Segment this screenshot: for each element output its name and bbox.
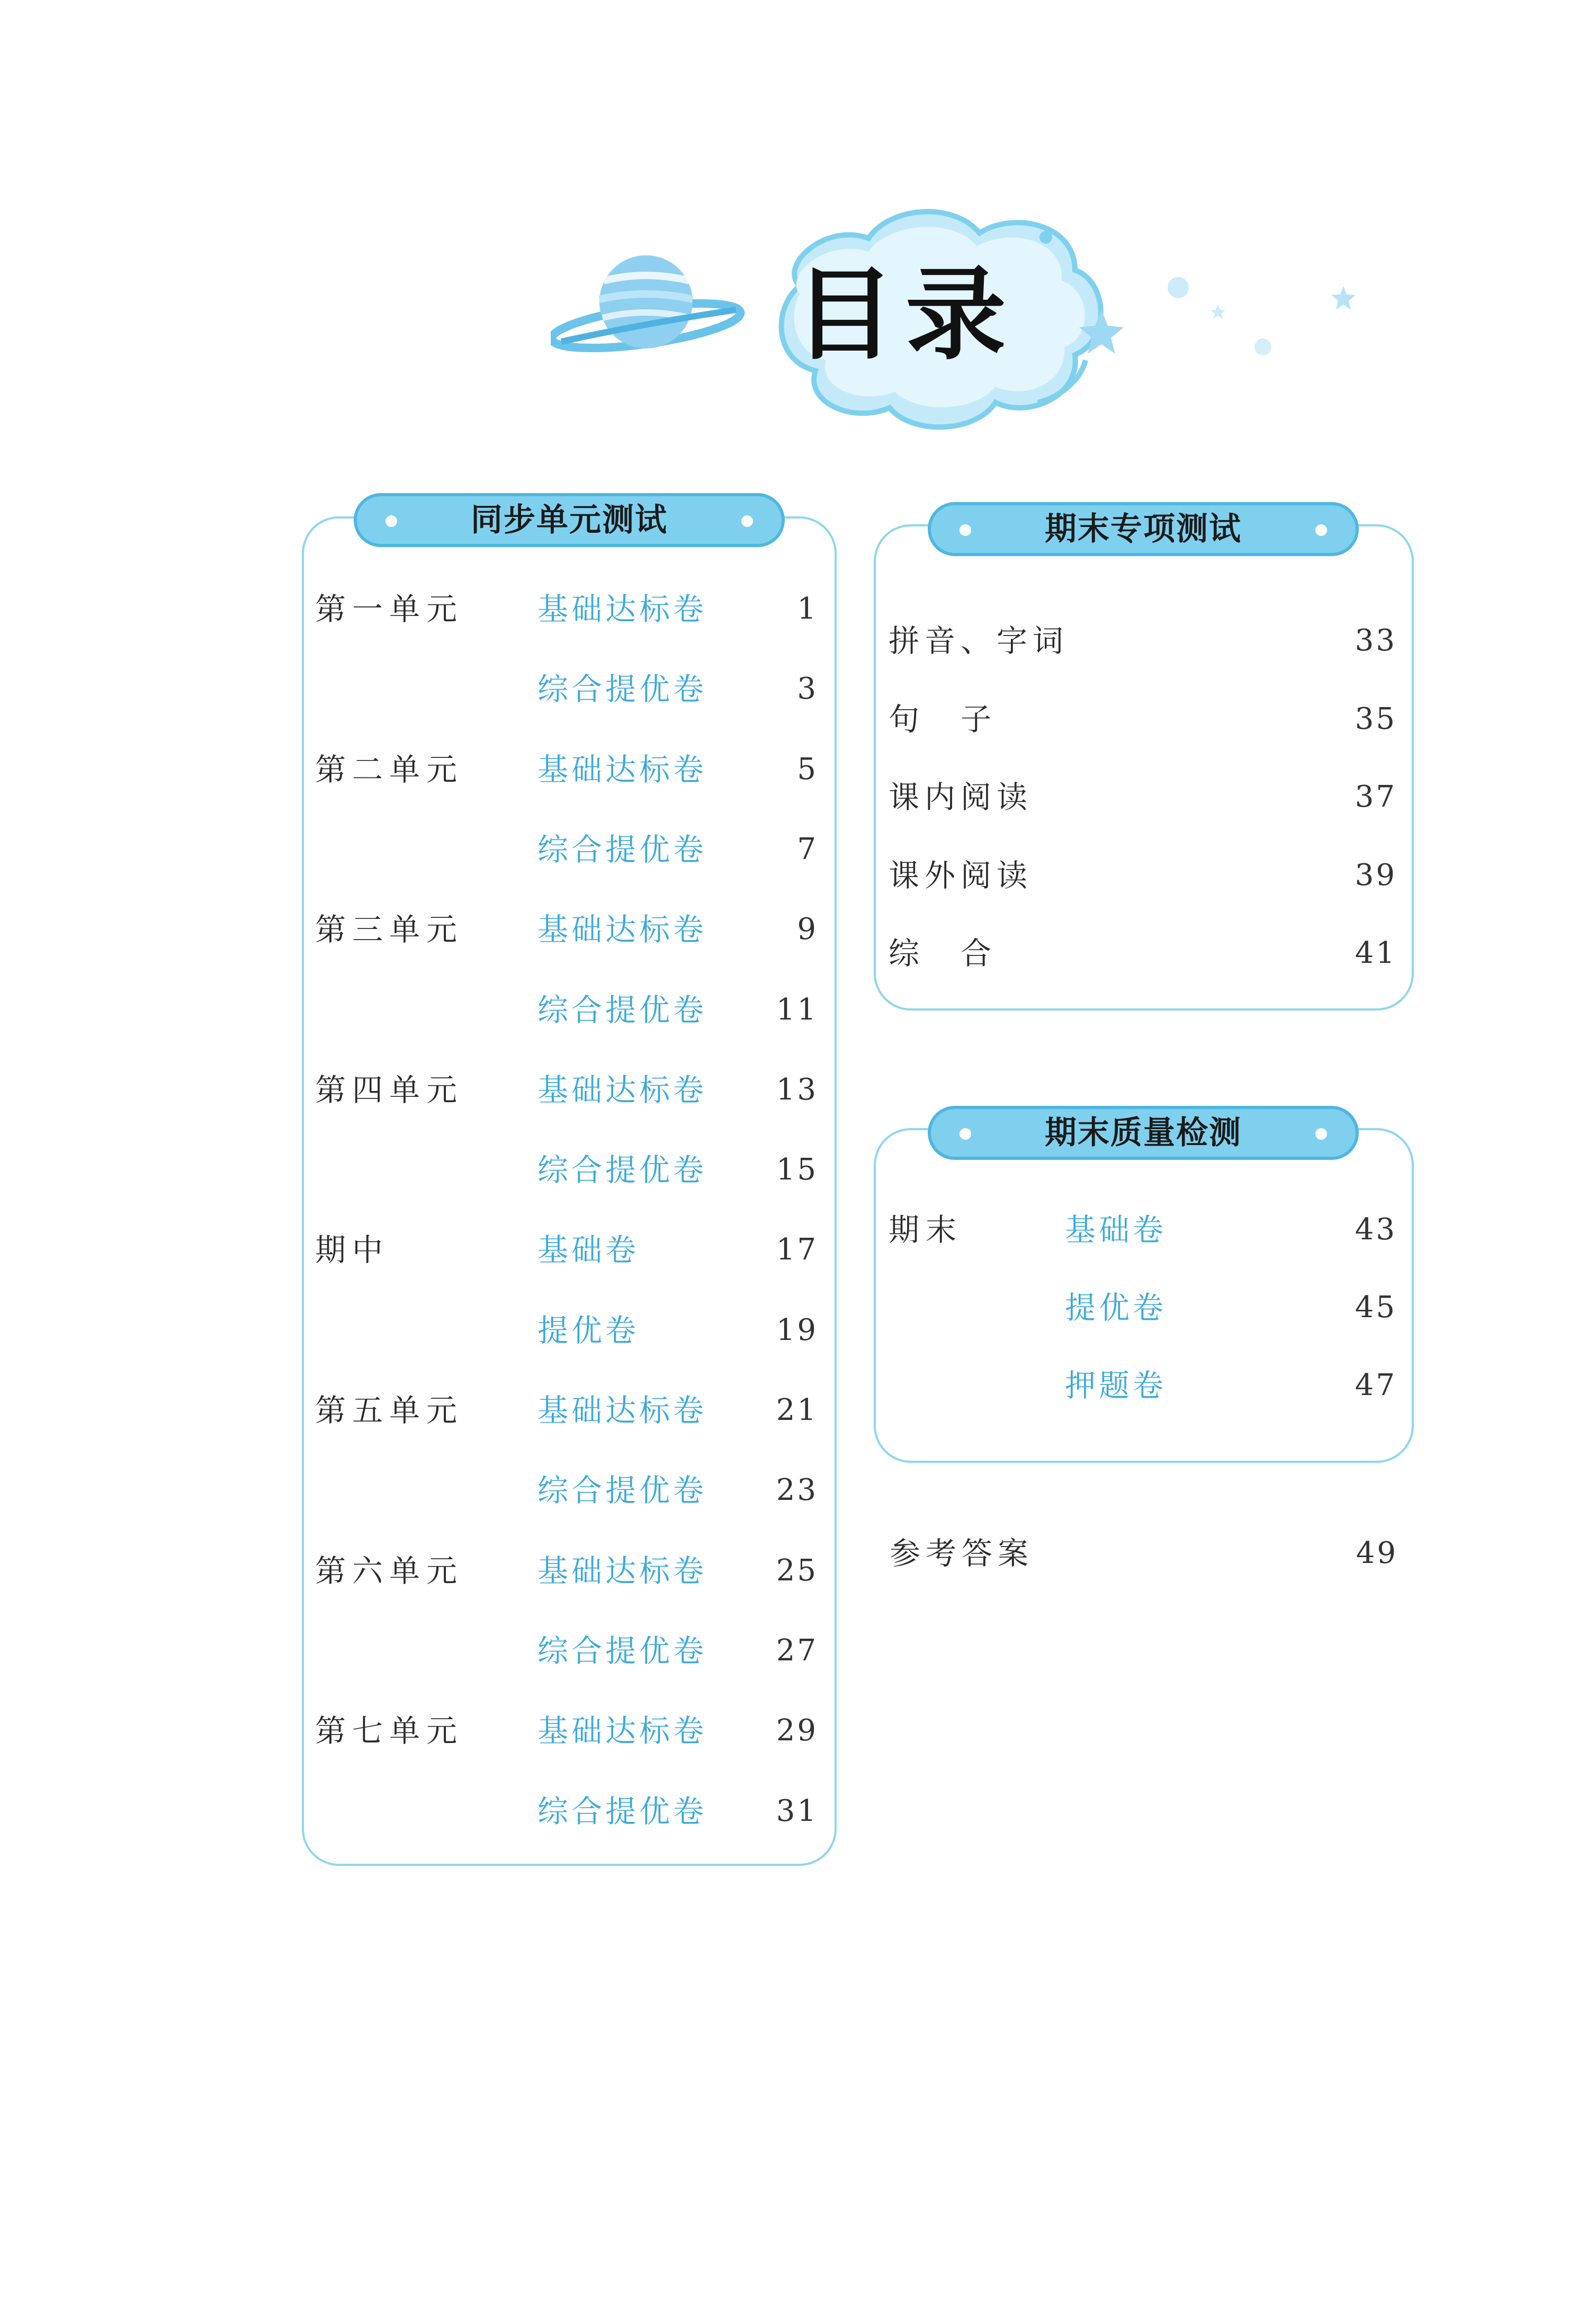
toc-row[interactable] — [315, 1464, 823, 1517]
page-number: 29 — [776, 1713, 818, 1748]
test-title-link[interactable]: 基础达标卷 — [537, 1071, 707, 1108]
toc-row[interactable] — [889, 849, 1402, 902]
pill-dot — [960, 1128, 971, 1140]
page-number: 13 — [776, 1072, 818, 1107]
toc-row[interactable] — [315, 903, 823, 956]
star-icon — [1079, 286, 1356, 354]
unit-label: 第六单元 — [315, 1552, 464, 1589]
sync-section-header — [354, 493, 785, 547]
unit-label: 第五单元 — [315, 1392, 464, 1428]
page-number: 11 — [776, 992, 818, 1027]
page-number: 41 — [1355, 936, 1397, 970]
unit-label: 第四单元 — [315, 1071, 464, 1108]
unit-label: 期末 — [889, 1212, 963, 1248]
test-title-link[interactable]: 基础达标卷 — [537, 1392, 707, 1428]
toc-row[interactable] — [315, 1624, 823, 1677]
pill-dot — [1315, 524, 1327, 536]
test-title-link[interactable]: 基础达标卷 — [537, 751, 707, 788]
test-title-link[interactable]: 提优卷 — [537, 1312, 640, 1348]
pill-dot — [960, 524, 971, 536]
special-section-title: 期末专项测试 — [1045, 511, 1242, 548]
toc-row[interactable] — [315, 743, 823, 796]
test-title-link[interactable]: 综合提优卷 — [537, 1152, 707, 1188]
test-title-link[interactable]: 综合提优卷 — [537, 1632, 707, 1669]
toc-row[interactable] — [889, 771, 1402, 824]
special-section-header — [928, 502, 1359, 556]
toc-row[interactable] — [315, 1544, 823, 1597]
toc-row[interactable] — [889, 1203, 1402, 1256]
topic-label: 句 子 — [889, 701, 997, 737]
unit-label: 第一单元 — [315, 591, 464, 627]
page-number: 25 — [776, 1553, 818, 1588]
topic-label: 课外阅读 — [889, 857, 1033, 893]
page-number: 43 — [1355, 1212, 1397, 1247]
toc-row[interactable] — [889, 927, 1402, 980]
topic-label: 课内阅读 — [889, 779, 1033, 815]
toc-row[interactable] — [315, 823, 823, 876]
test-title-link[interactable]: 基础卷 — [1065, 1212, 1167, 1248]
unit-label: 第七单元 — [315, 1713, 464, 1749]
answers-row[interactable] — [890, 1527, 1403, 1580]
page-number: 31 — [776, 1793, 818, 1828]
sync-section-title: 同步单元测试 — [471, 502, 668, 539]
page-number: 47 — [1355, 1368, 1397, 1402]
planet-icon — [551, 255, 743, 357]
topic-label: 综 合 — [889, 935, 997, 971]
toc-row[interactable] — [315, 583, 823, 636]
test-title-link[interactable]: 综合提优卷 — [537, 671, 707, 708]
page-number: 45 — [1355, 1290, 1397, 1325]
topic-label: 拼音、字词 — [889, 623, 1069, 659]
test-title-link[interactable]: 综合提优卷 — [537, 1793, 707, 1829]
page-number: 21 — [776, 1393, 818, 1427]
page-number: 35 — [1355, 701, 1397, 736]
toc-row[interactable] — [315, 1143, 823, 1196]
unit-label: 期中 — [315, 1232, 390, 1268]
page-number: 5 — [797, 752, 818, 786]
toc-row[interactable] — [315, 1704, 823, 1757]
answers-label: 参考答案 — [890, 1535, 1034, 1571]
toc-row[interactable] — [315, 1785, 823, 1838]
toc-row[interactable] — [315, 1223, 823, 1276]
test-title-link[interactable]: 基础达标卷 — [537, 911, 707, 948]
pill-dot — [1315, 1128, 1327, 1140]
page-number: 23 — [776, 1473, 818, 1508]
toc-row[interactable] — [315, 984, 823, 1036]
page-number: 49 — [1356, 1536, 1398, 1570]
test-title-link[interactable]: 基础卷 — [537, 1232, 640, 1268]
page-number: 19 — [776, 1312, 818, 1347]
unit-label: 第二单元 — [315, 751, 464, 788]
pill-dot — [385, 515, 397, 527]
toc-row[interactable] — [889, 693, 1402, 746]
toc-row[interactable] — [315, 1063, 823, 1116]
test-title-link[interactable]: 综合提优卷 — [537, 831, 707, 868]
page-number: 7 — [797, 832, 818, 866]
test-title-link[interactable]: 基础达标卷 — [537, 1552, 707, 1589]
page-title: 目录 — [794, 256, 1017, 373]
test-title-link[interactable]: 综合提优卷 — [537, 1472, 707, 1509]
quality-section-title: 期末质量检测 — [1045, 1114, 1242, 1151]
toc-row[interactable] — [315, 1384, 823, 1437]
unit-label: 第三单元 — [315, 911, 464, 948]
page-number: 3 — [797, 672, 818, 707]
test-title-link[interactable]: 提优卷 — [1065, 1290, 1167, 1326]
toc-row[interactable] — [315, 663, 823, 716]
page-number: 1 — [797, 592, 818, 626]
toc-row[interactable] — [315, 1304, 823, 1357]
toc-row[interactable] — [889, 614, 1402, 667]
test-title-link[interactable]: 基础达标卷 — [537, 1713, 707, 1749]
test-title-link[interactable]: 押题卷 — [1065, 1367, 1167, 1404]
page-number: 33 — [1355, 623, 1397, 658]
page-number: 15 — [776, 1152, 818, 1187]
test-title-link[interactable]: 综合提优卷 — [537, 991, 707, 1028]
pill-dot — [741, 515, 753, 527]
toc-row[interactable] — [889, 1359, 1402, 1412]
page-number: 39 — [1355, 857, 1397, 892]
page-number: 37 — [1355, 780, 1397, 814]
page-number: 17 — [776, 1232, 818, 1267]
page-number: 9 — [797, 912, 818, 947]
toc-row[interactable] — [889, 1281, 1402, 1334]
quality-section-header — [928, 1106, 1359, 1160]
page-number: 27 — [776, 1633, 818, 1668]
test-title-link[interactable]: 基础达标卷 — [537, 591, 707, 627]
